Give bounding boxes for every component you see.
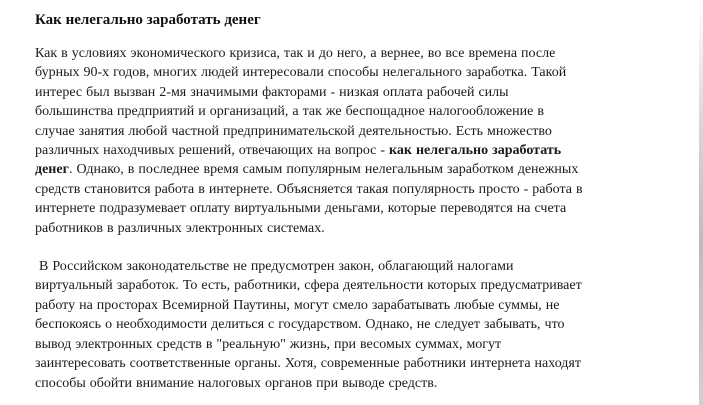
text-line: случае занятия любой частной предпринимательской деятельностью. Есть множество [35,123,552,139]
paragraph-2 [35,257,695,393]
paragraph-1 [35,44,695,238]
text-line [35,160,695,179]
text-segment: . Однако, в последнее время самым популярным нелегальным заработком денежных [68,162,579,178]
page-edge-shadow [699,0,703,405]
text-line: работу на просторах Всемирной Паутины, могут смело зарабатывать любые суммы, не [35,297,560,313]
text-line: интерес был вызван 2-мя значимыми факторами - низкая оплата рабочей силы [35,84,509,100]
article [35,10,695,393]
text-line: работников в различных электронных системах. [35,220,325,236]
text-line: интернете подразумевает оплату виртуальными деньгами, которые переводятся на счета [35,201,567,217]
keyword-highlight: как нелегально заработать [389,143,562,159]
text-line: средств становится работа в интернете. Объясняется такая популярность просто - работа в [35,181,583,197]
article-title: Как нелегально заработать денег [35,12,261,28]
text-line [35,141,695,160]
text-line: большинства предприятий и организаций, а так же беспощадное налогообложение в [35,104,544,120]
text-line: заинтересовать соответственные органы. Хотя, современные работники интернета находят [35,356,581,372]
text-line: В Российском законодательстве не предусмотрен закон, облагающий налогами [35,259,514,275]
text-line: беспокоясь о необходимости делиться с государством. Однако, не следует забывать, что [35,317,565,333]
text-line: бурных 90-х годов, многих людей интересовали способы нелегального заработка. Такой [35,65,567,81]
text-line: вывод электронных средств в "реальную" жизнь, при весомых суммах, могут [35,336,502,352]
text-line: способы обойти внимание налоговых органов при выводе средств. [35,375,438,391]
text-line: Как в условиях экономического кризиса, так и до него, а вернее, во все времена после [35,46,556,61]
keyword-highlight: денег [35,162,69,178]
text-line: виртуальный заработок. То есть, работники, сфера деятельности которых предусматривает [35,278,582,294]
text-segment: различных находчивых решений, отвечающих на вопрос - [35,143,390,159]
